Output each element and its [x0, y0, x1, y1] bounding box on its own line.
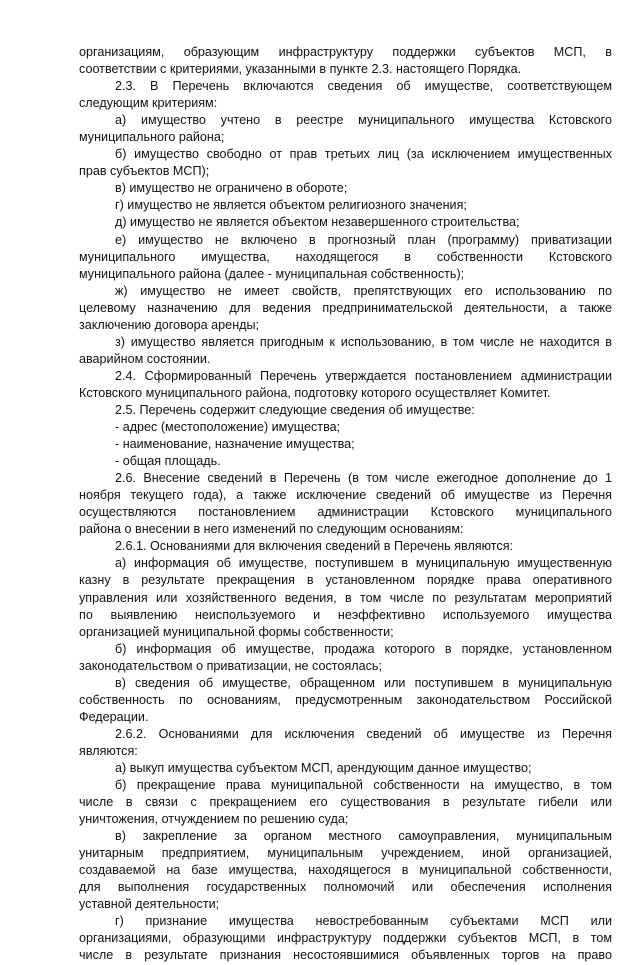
text-line: 2.5. Перечень содержит следующие сведения об имуществе: [115, 402, 475, 417]
text-line: унитарным предприятием, муниципальным учреждением, иной организацией, [79, 846, 612, 861]
text-line: в) имущество не ограничено в обороте; [115, 181, 348, 196]
text-line: соответствии с критериями, указанными в пункте 2.3. настоящего Порядка. [79, 62, 522, 77]
text-line: - наименование, назначение имущества; [115, 437, 355, 452]
text-line: 2.6. Внесение сведений в Перечень (в том числе ежегодное дополнение до 1 [115, 471, 612, 486]
text-line: уничтожения, отчуждением по решению суда; [79, 812, 349, 827]
text-line: Федерации. [79, 709, 149, 724]
text-line: б) имущество свободно от прав третьих лиц (за исключением имущественных [115, 147, 612, 162]
text-line: целевому назначению для ведения предпринимательской деятельности, а также [79, 300, 612, 315]
text-line: е) имущество не включено в прогнозный план (программу) приватизации [115, 232, 612, 247]
text-line: з) имущество является пригодным к использованию, в том числе не находится в [115, 334, 612, 349]
text-line: в) сведения об имуществе, обращенном или поступившем в муниципальную [115, 675, 612, 690]
text-line: организациями, образующими инфраструктуру поддержки субъектов МСП, в том [79, 931, 612, 946]
text-line: казну в результате прекращения в установленном порядке права оперативного [79, 573, 612, 588]
text-line: числе в результате признания несостоявшимися объявленных торгов на право [79, 948, 612, 963]
text-line: муниципального имущества, находящегося в собственности Кстовского [79, 249, 612, 264]
text-line: - адрес (местоположение) имущества; [115, 420, 341, 435]
text-line: Кстовского муниципального района, подготовку которого осуществляет Комитет. [79, 385, 551, 400]
text-line: ж) имущество не имеет свойств, препятствующих его использованию по [115, 283, 612, 298]
text-line: числе в связи с прекращением его существования в результате гибели или [79, 795, 612, 810]
document-page [79, 44, 612, 965]
text-line: для выполнения государственных полномочий или обеспечения исполнения [79, 880, 612, 895]
text-line: а) имущество учтено в реестре муниципального имущества Кстовского [115, 113, 612, 128]
text-line: 2.4. Сформированный Перечень утверждается постановлением администрации [115, 368, 612, 383]
text-line: г) признание имущества невостребованным субъектами МСП или [115, 914, 612, 929]
text-line: б) информация об имуществе, продажа которого в порядке, установленном [115, 641, 612, 656]
text-line: следующим критериям: [79, 96, 218, 111]
text-line: являются: [79, 743, 138, 758]
text-line: уставной деятельности; [79, 897, 220, 912]
text-line: муниципального района; [79, 130, 225, 145]
text-line: аварийном состоянии. [79, 351, 211, 366]
text-line: осуществляются постановлением администрации Кстовского муниципального [79, 505, 612, 520]
text-line: а) выкуп имущества субъектом МСП, арендующим данное имущество; [115, 760, 532, 775]
text-line: законодательством о приватизации, не состоялась; [79, 658, 382, 673]
text-line: организацией муниципальной формы собственности; [79, 624, 394, 639]
text-line: д) имущество не является объектом незавершенного строительства; [115, 215, 520, 230]
text-line: - общая площадь. [115, 454, 221, 469]
text-line: организациям, образующим инфраструктуру поддержки субъектов МСП, в [79, 45, 612, 59]
text-line: по выявлению неиспользуемого и неэффективно используемого имущества [79, 607, 612, 622]
text-line: 2.6.1. Основаниями для включения сведений в Перечень являются: [115, 539, 514, 554]
text-line: б) прекращение права муниципальной собственности на имущество, в том [115, 778, 612, 793]
text-line: прав субъектов МСП); [79, 164, 210, 179]
text-line: района о внесении в него изменений по следующим основаниям: [79, 522, 464, 537]
text-line: в) закрепление за органом местного самоуправления, муниципальным [115, 829, 612, 844]
text-line: заключению договора аренды; [79, 317, 260, 332]
text-line: 2.6.2. Основаниями для исключения сведений об имуществе из Перечня [115, 726, 612, 741]
text-line: 2.3. В Перечень включаются сведения об имуществе, соответствующем [115, 79, 612, 94]
text-line: собственность по основаниям, предусмотренным законодательством Российской [79, 692, 612, 707]
text-line: а) информация об имуществе, поступившем в муниципальную имущественную [115, 556, 612, 571]
text-line: создаваемой на базе имущества, находящегося в муниципальной собственности, [79, 863, 612, 878]
text-line: г) имущество не является объектом религиозного значения; [115, 198, 467, 213]
text-line: ноября текущего года), а также исключение сведений об имуществе из Перечня [79, 488, 612, 503]
text-line: муниципального района (далее - муниципальная собственность); [79, 266, 465, 281]
text-line: управления или хозяйственного ведения, в том числе по результатам мероприятий [79, 590, 612, 605]
